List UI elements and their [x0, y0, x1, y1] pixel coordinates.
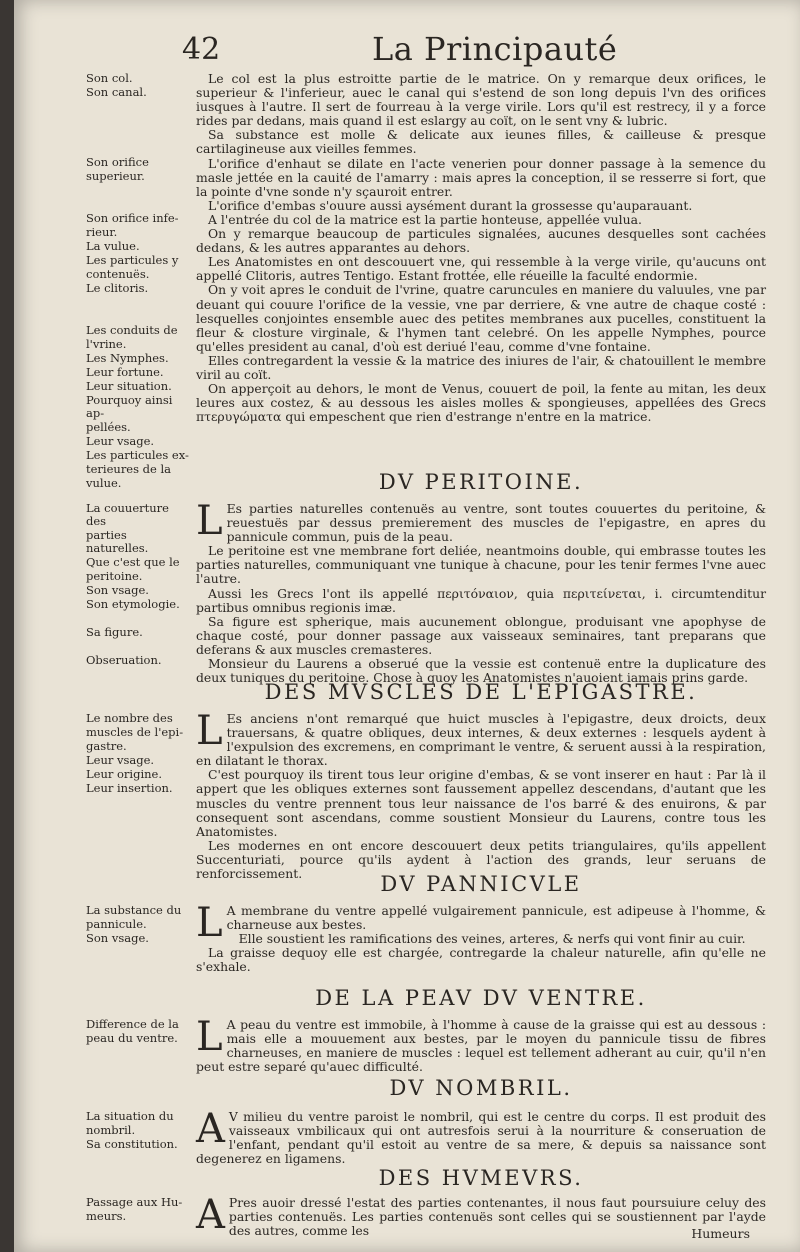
marginal-note — [86, 612, 190, 625]
marginal-note — [86, 198, 190, 211]
paragraph-text: Monsieur du Laurens a obserué que la vessie est contenuë entre la duplicature des deux tuniques du peritoine. Chose à quoy les Anatomistes n'auoient iamais prins garde. — [196, 656, 766, 686]
marginal-note: gastre. — [86, 739, 127, 753]
paragraph — [196, 157, 766, 199]
paragraph-text: On y voit apres le conduit de l'vrine, quatre caruncules en maniere du valuules, vne par deuant qui couure l'orifice de la vessie, vne par derriere, & vne autre de chaque costé : lesquelles conjointes ensemble auec des petites membranes aux pucelles, constituent la fleur & closture virginale, & l'hymen tant celebré. On les appelle Nymphes, pource qu'elles president au canal, d'où est deriué l'eau, comme d'vne fontaine. — [196, 282, 766, 354]
marginal-notes — [86, 502, 190, 668]
marginal-note: l'vrine. — [86, 337, 127, 351]
drop-cap: L — [196, 498, 223, 544]
marginal-note: La substance du — [86, 903, 182, 917]
section-heading: DE LA PEAV DV VENTRE. — [315, 986, 647, 1010]
marginal-note: La situation du — [86, 1109, 174, 1123]
paragraph-text: A membrane du ventre appellé vulgairement pannicule, est adipeuse à l'homme, & charneuse aux bestes. — [226, 903, 766, 933]
marginal-note: parties naturelles. — [86, 528, 149, 555]
catchword: Humeurs — [691, 1226, 750, 1241]
paragraph-text: La graisse dequoy elle est chargée, contregarde la chaleur naturelle, afin qu'elle ne s'exhale. — [196, 945, 766, 975]
running-title: La Principauté — [372, 30, 618, 68]
marginal-note: Sa figure. — [86, 625, 143, 639]
paragraph — [196, 1192, 766, 1239]
paragraph — [196, 932, 766, 946]
paragraph — [196, 768, 766, 838]
paragraph-text: A peau du ventre est immobile, à l'homme à cause de la graisse qui est au dessous : mais elle a mouuement aux bestes, par le moyen du pannicule tissu de fibres charneuses, en maniere de muscles : lequel est tellement adherant au cuir, qu'il n'en peut estre separé qu'auec difficulté. — [196, 1017, 766, 1075]
marginal-notes — [86, 712, 190, 796]
text-block — [196, 1106, 766, 1167]
paragraph — [196, 946, 766, 974]
marginal-note: Leur situation. — [86, 379, 172, 393]
section-heading: DES MVSCLES DE L'EPIGASTRE. — [264, 680, 698, 704]
marginal-note: Son vsage. — [86, 583, 149, 597]
marginal-note: meurs. — [86, 1209, 127, 1223]
marginal-note: Son canal. — [86, 85, 147, 99]
marginal-note — [86, 310, 190, 323]
marginal-note: peau du ventre. — [86, 1031, 178, 1045]
marginal-notes — [86, 1196, 190, 1224]
paragraph-text: A l'entrée du col de la matrice est la partie honteuse, appellée vulua. — [208, 211, 642, 227]
marginal-note: Leur vsage. — [86, 753, 155, 767]
paragraph — [196, 615, 766, 657]
paragraph — [196, 498, 766, 545]
paragraph-text: Elles contregardent la vessie & la matrice des iniures de l'air, & chatouillent le membre viril au coït. — [196, 352, 766, 382]
marginal-note — [86, 142, 190, 155]
paragraph-text: L'orifice d'enhaut se dilate en l'acte venerien pour donner passage à la semence du masle jettée en la cauité de l'amarry : mais apres la conception, il se resserre si fort, que la pointe d'vne sonde n'y sçauroit entrer. — [196, 155, 766, 199]
marginal-note: Que c'est que le — [86, 555, 180, 569]
marginal-note: rieur. — [86, 225, 118, 239]
book-page — [14, 0, 800, 1252]
paragraph — [196, 708, 766, 769]
marginal-note: Passage aux Hu- — [86, 1195, 183, 1209]
drop-cap: L — [196, 708, 223, 754]
marginal-note — [86, 296, 190, 309]
paragraph — [196, 72, 766, 128]
drop-cap: L — [196, 900, 223, 946]
text-block — [196, 498, 766, 686]
marginal-notes — [86, 1110, 190, 1152]
marginal-notes — [86, 72, 190, 491]
marginal-note: Les conduits de — [86, 323, 178, 337]
paragraph-text: Aussi les Grecs l'ont ils appellé περιτόναιον, quia περιτείνεται, i. circumtenditur partibus omnibus regionis imæ. — [196, 585, 766, 615]
paragraph-text: Les Anatomistes en ont descouuert vne, qui ressemble à la verge virile, qu'aucuns ont appellé Clitoris, autres Tentigo. Estant frottée, elle réueille la faculté endormie. — [196, 254, 766, 284]
marginal-note: La couuerture des — [86, 501, 169, 528]
marginal-note: Leur fortune. — [86, 365, 164, 379]
paragraph-text: Le peritoine est vne membrane fort deliée, neantmoins double, qui embrasse toutes les parties naturelles, communiquant vne tunique à chacune, pour les tenir fermes l'vne auec l'autre. — [196, 543, 766, 587]
paragraph-text: Le col est la plus estroitte partie de le matrice. On y remarque deux orifices, le superieur & l'inferieur, auec le canal qui s'estend de son long depuis l'vn des orifices iusques à l'autre. Il sert de fourreau à la verge virile. Lors qu'il est restrecy, il y a force rides par dedans, mais quand il est eslargy au coït, on le sent vny & lubric. — [196, 71, 766, 129]
paragraph — [196, 213, 766, 227]
marginal-note: pannicule. — [86, 917, 147, 931]
marginal-note: Son col. — [86, 71, 133, 85]
marginal-note: Pourquoy ainsi ap- — [86, 393, 173, 420]
text-block — [196, 72, 766, 424]
marginal-note: nombril. — [86, 1123, 136, 1137]
section-heading: DV PANNICVLE — [380, 872, 582, 896]
marginal-note: Les particules y — [86, 253, 179, 267]
paragraph-text: C'est pourquoy ils tirent tous leur origine d'embas, & se vont inserer en haut : Par là il appert que les obliques externes sont faussement appellez descendans, d'autant que les muscles du ventre prennent tous leur naissance de l'os barré & des enuirons, & par consequent sont ascendans, comme soustient Monsieur du Laurens, contre tous les Anatomistes. — [196, 767, 766, 839]
section-heading: DV PERITOINE. — [378, 470, 584, 494]
page-header — [14, 30, 800, 70]
marginal-note — [86, 114, 190, 127]
paragraph-text: Es parties naturelles contenuës au ventre, sont toutes couuertes du peritoine, & reuestuës par dessus premierement des muscles de l'epigastre, en apres du pannicule commun, puis de la peau. — [226, 501, 766, 545]
drop-cap: A — [196, 1106, 225, 1152]
marginal-note: Le nombre des — [86, 711, 173, 725]
marginal-notes — [86, 904, 190, 946]
paragraph-text: V milieu du ventre paroist le nombril, qui est le centre du corps. Il est produit des vaisseaux vmbilicaux qui ont autresfois serui à la nourriture & conseruation de l'enfant, pendant qu'il estoit au ventre de sa mere, & depuis sa naissance sont degenerez en ligamens. — [196, 1109, 766, 1167]
marginal-note: muscles de l'epi- — [86, 725, 184, 739]
marginal-note: contenuës. — [86, 267, 150, 281]
marginal-note: Les Nymphes. — [86, 351, 169, 365]
marginal-note: Obseruation. — [86, 653, 162, 667]
marginal-note: La vulue. — [86, 239, 140, 253]
marginal-note: Leur origine. — [86, 767, 163, 781]
marginal-note — [86, 640, 190, 653]
text-block — [196, 1014, 766, 1075]
paragraph-text: L'orifice d'embas s'ouure aussi aysément durant la grossesse qu'auparauant. — [208, 197, 693, 213]
marginal-note: Leur insertion. — [86, 781, 173, 795]
paragraph — [196, 382, 766, 424]
text-block — [196, 900, 766, 975]
marginal-notes — [86, 1018, 190, 1046]
paragraph — [196, 283, 766, 353]
marginal-note: Difference de la — [86, 1017, 179, 1031]
paragraph — [196, 199, 766, 213]
marginal-note: Son etymologie. — [86, 597, 180, 611]
paragraph — [196, 587, 766, 615]
page-number: 42 — [182, 32, 221, 67]
marginal-note: peritoine. — [86, 569, 143, 583]
paragraph-text: Sa figure est spherique, mais aucunement oblongue, produisant vne apophyse de chaque costé, pour donner passage aux vaisseaux seminaires, tant preparans que deferans & aux muscles cremasteres. — [196, 613, 766, 657]
marginal-note: Les particules ex- — [86, 448, 189, 462]
paragraph-text: Elle soustient les ramifications des veines, arteres, & nerfs qui vont finir au cuir. — [238, 931, 746, 947]
paragraph — [196, 227, 766, 255]
paragraph-text: Les modernes en ont encore descouuert deux petits triangulaires, qu'ils appellent Succenturiati, pource qu'ils aydent à l'action des grands, leur seruans de renforcissement. — [196, 837, 766, 882]
marginal-note: pellées. — [86, 420, 131, 434]
marginal-note: vulue. — [86, 476, 122, 490]
paragraph — [196, 354, 766, 382]
section-heading: DES HVMEVRS. — [378, 1166, 584, 1190]
drop-cap: L — [196, 1014, 223, 1060]
paragraph-text: On apperçoit au dehors, le mont de Venus, couuert de poil, la fente au mitan, les deux leures aux costez, & au dessous les aisles molles & spongieuses, appellées des Grecs πτερυγώματα qui empeschent que rien d'estrange n'entre en la matrice. — [196, 381, 766, 425]
paragraph — [196, 255, 766, 283]
section-heading: DV NOMBRIL. — [389, 1076, 573, 1100]
marginal-note: superieur. — [86, 169, 145, 183]
paragraph-text: Es anciens n'ont remarqué que huict muscles à l'epigastre, deux droicts, deux trauersans, & quatre obliques, deux internes, & deux externes : lesquels aydent à l'expulsion des excremens, en comprimant le ventre, & seruent aussi à la respiration, en dilatant le thorax. — [196, 711, 766, 769]
text-block — [196, 708, 766, 882]
marginal-note: Leur vsage. — [86, 434, 155, 448]
drop-cap: A — [196, 1192, 225, 1238]
paragraph — [196, 544, 766, 586]
marginal-note: Son orifice — [86, 155, 149, 169]
paragraph-text: On y remarque beaucoup de particules signalées, aucunes desquelles sont cachées dedans, & les autres apparantes au dehors. — [196, 226, 766, 256]
marginal-note: Son orifice infe- — [86, 211, 179, 225]
marginal-note: Sa constitution. — [86, 1137, 178, 1151]
paragraph — [196, 128, 766, 156]
marginal-note: Son vsage. — [86, 931, 149, 945]
marginal-note — [86, 100, 190, 113]
paragraph-text: Pres auoir dressé l'estat des parties contenantes, il nous faut poursuiure celuy des parties contenuës. Les parties contenuës sont celles qui se soustiennent par l'ayde des autres, comme les — [228, 1195, 766, 1239]
text-block — [196, 1192, 766, 1239]
paragraph — [196, 1106, 766, 1167]
marginal-note: terieures de la — [86, 462, 172, 476]
marginal-note: Le clitoris. — [86, 281, 149, 295]
marginal-note — [86, 128, 190, 141]
paragraph-text: Sa substance est molle & delicate aux ieunes filles, & cailleuse & presque cartilagineuse aux vieilles femmes. — [196, 127, 766, 157]
paragraph — [196, 1014, 766, 1075]
marginal-note — [86, 184, 190, 197]
